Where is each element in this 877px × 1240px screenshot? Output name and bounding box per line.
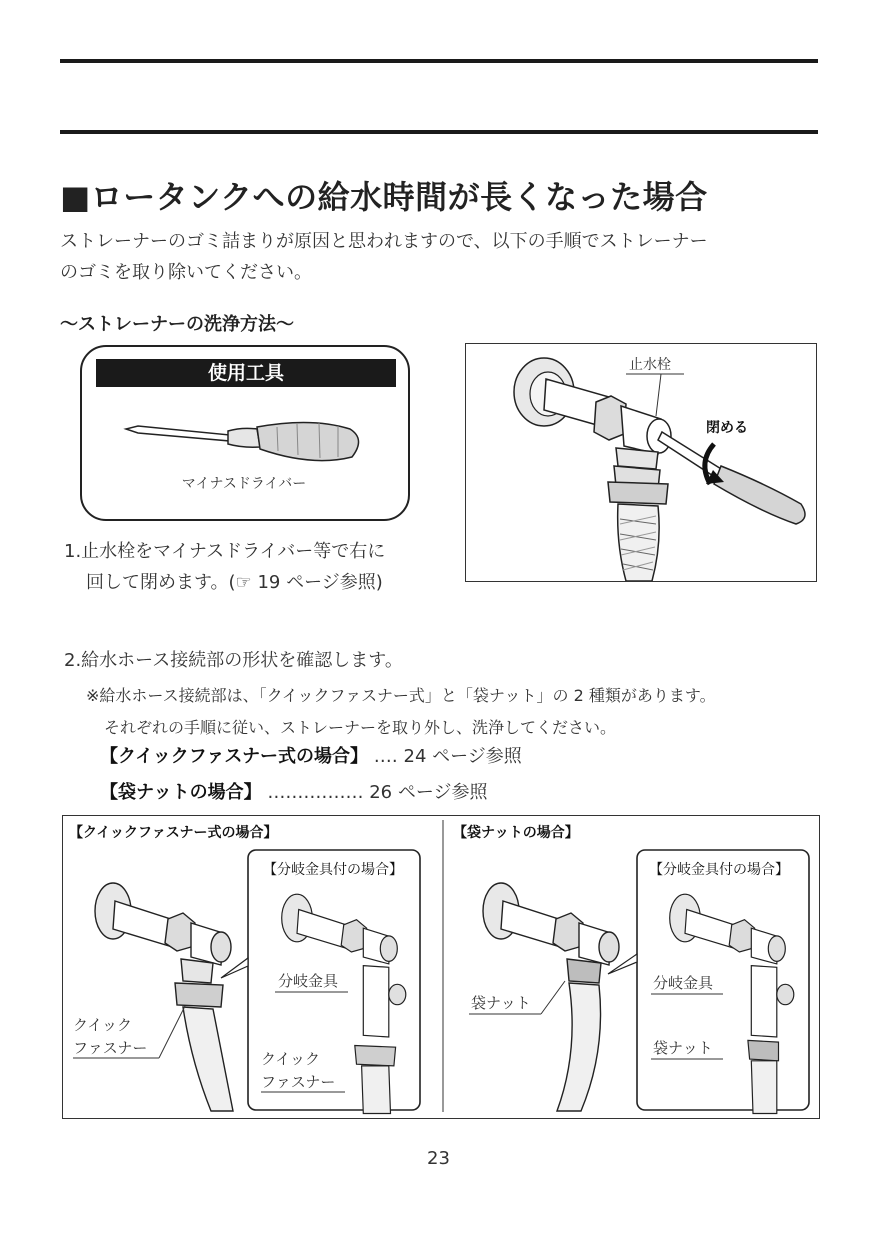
screwdriver-label: マイナスドライバー — [181, 476, 307, 492]
connection-types-figure — [62, 815, 820, 1119]
quick-label-line-1: クイック — [73, 1016, 132, 1034]
screwdriver-illustration — [82, 347, 408, 519]
intro-paragraph — [60, 226, 820, 288]
quick-fastener-title: 【クイックファスナー式の場合】 — [69, 825, 278, 841]
ref-quick-fastener-page: 24 ページ参照 — [403, 746, 522, 767]
connection-types-illustration — [63, 816, 819, 1118]
ref-quick-fastener — [100, 742, 522, 768]
cleaning-method-heading: 〜ストレーナーの洗浄方法〜 — [60, 314, 294, 335]
valve-label: 止水栓 — [629, 357, 671, 373]
quick-inset-label-line-1: クイック — [261, 1050, 320, 1068]
ref-bag-nut — [100, 778, 488, 804]
ref-bag-nut-label: 【袋ナットの場合】 — [100, 782, 262, 803]
quick-branch-fitting-label: 分岐金具 — [278, 972, 339, 990]
valve-close-figure — [465, 343, 817, 582]
valve-illustration — [466, 344, 816, 581]
bag-nut-inset-label: 袋ナット — [653, 1039, 713, 1057]
step-1-line-1: 1.止水栓をマイナスドライバー等で右に — [64, 541, 386, 562]
step-2-note — [86, 680, 716, 744]
quick-inset-label-line-2: ファスナー — [261, 1073, 336, 1091]
page-number: 23 — [427, 1148, 450, 1169]
step-1-line-2: 回して閉めます。(☞ 19 ページ参照) — [86, 572, 383, 593]
page-title: ■ロータンクへの給水時間が長くなった場合 — [60, 178, 708, 216]
ref-bag-nut-dots: ‥‥‥‥‥‥‥‥ — [267, 782, 364, 803]
top-rule — [60, 59, 818, 63]
ref-quick-fastener-label: 【クイックファスナー式の場合】 — [100, 746, 369, 767]
note-line-2: それぞれの手順に従い、ストレーナーを取り外し、洗浄してください。 — [104, 718, 617, 737]
close-label: 閉める — [706, 420, 748, 436]
step-2: 2.給水ホース接続部の形状を確認します。 — [64, 650, 403, 671]
quick-branch-title: 【分岐金具付の場合】 — [263, 862, 403, 878]
intro-line-1: ストレーナーのゴミ詰まりが原因と思われますので、以下の手順でストレーナー — [60, 231, 708, 252]
note-line-1: ※給水ホース接続部は、「クイックファスナー式」と「袋ナット」の 2 種類があります。 — [86, 686, 716, 705]
ref-quick-fastener-dots: ‥‥ — [373, 746, 398, 767]
quick-fastener-valve — [95, 883, 233, 1111]
bag-nut-label: 袋ナット — [471, 994, 531, 1012]
bag-nut-branch-fitting-label: 分岐金具 — [653, 974, 714, 992]
intro-line-2: のゴミを取り除いてください。 — [60, 262, 312, 283]
ref-bag-nut-page: 26 ページ参照 — [369, 782, 488, 803]
quick-label-line-2: ファスナー — [73, 1039, 148, 1057]
tool-box-header: 使用工具 — [96, 359, 396, 387]
tool-box — [80, 345, 410, 521]
bag-nut-branch-title: 【分岐金具付の場合】 — [649, 862, 789, 878]
step-1 — [64, 536, 385, 598]
section-rule — [60, 130, 818, 134]
bag-nut-title: 【袋ナットの場合】 — [453, 825, 579, 841]
